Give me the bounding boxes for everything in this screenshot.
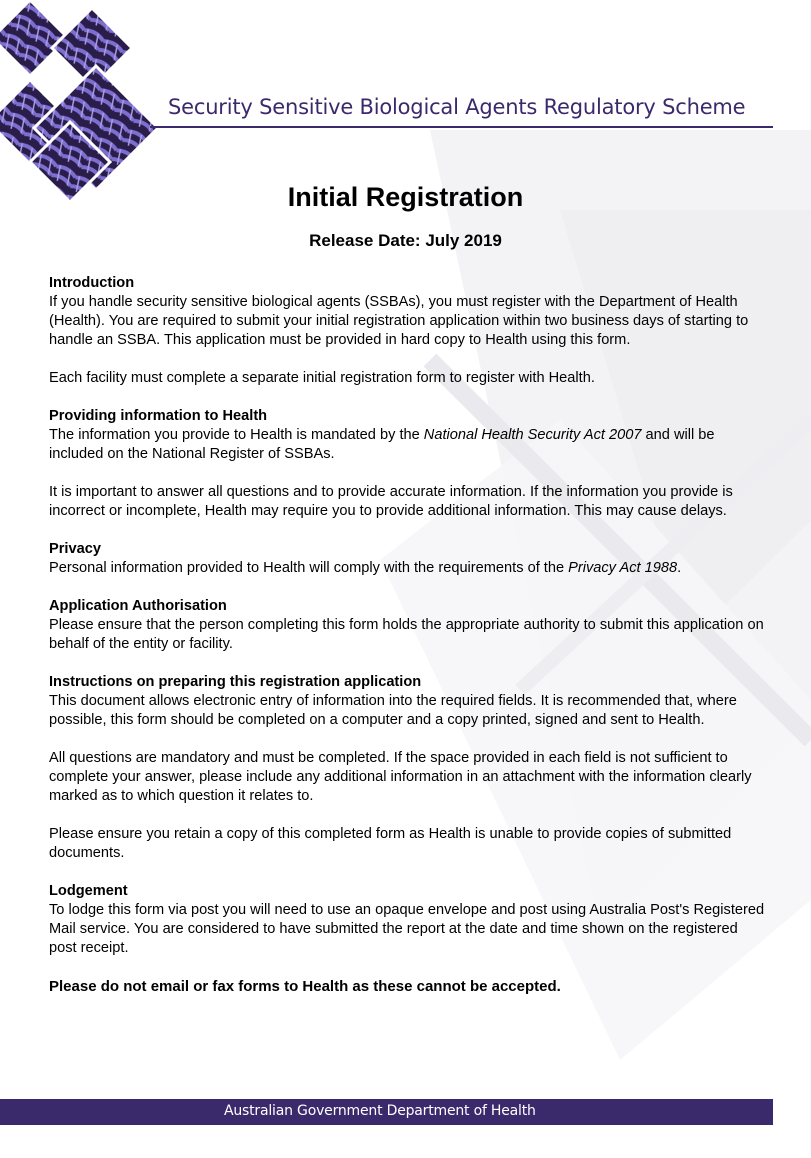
act-name: Privacy Act 1988: [568, 560, 678, 576]
header-divider: [150, 126, 773, 128]
instructions-paragraph-3: Please ensure you retain a copy of this completed form as Health is unable to provide copies of submitted documents.: [49, 826, 732, 861]
lodgement-heading: Lodgement: [49, 883, 128, 899]
scheme-title: Security Sensitive Biological Agents Regulatory Scheme: [168, 95, 746, 119]
footer-bar: [0, 1099, 773, 1125]
lodgement-paragraph: To lodge this form via post you will need to use an opaque envelope and post using Australia Post's Registered Mail service. You are considered to have submitted the report at the date and time shown on the registered post receipt.: [49, 902, 765, 956]
text-run: Personal information provided to Health will comply with the requirements of the: [49, 560, 569, 576]
introduction-paragraph-2: Each facility must complete a separate initial registration form to register with Health.: [49, 370, 595, 386]
instructions-paragraph-2: All questions are mandatory and must be completed. If the space provided in each field is not sufficient to complete your answer, please include any additional information in an attachment with the information clearly marked as to which question it relates to.: [49, 750, 752, 804]
instructions-paragraph-1: This document allows electronic entry of information into the required fields. It is recommended that, where possible, this form should be completed on a computer and a copy printed, signed and sent to Health.: [49, 693, 737, 728]
authorisation-heading: Application Authorisation: [49, 598, 227, 614]
release-date: Release Date: July 2019: [309, 231, 502, 250]
document-body: [49, 274, 765, 1015]
authorisation-paragraph: Please ensure that the person completing this form holds the appropriate authority to submit this application on behalf of the entity or facility.: [49, 617, 764, 652]
privacy-heading: Privacy: [49, 541, 101, 557]
instructions-heading: Instructions on preparing this registration application: [49, 674, 422, 690]
text-run: The information you provide to Health is mandated by the: [49, 427, 424, 443]
footer-department: Australian Government Department of Health: [224, 1103, 536, 1119]
act-name: National Health Security Act 2007: [423, 427, 642, 443]
document-title: Initial Registration: [287, 182, 524, 212]
privacy-paragraph: [49, 559, 765, 578]
providing-info-paragraph-2: It is important to answer all questions and to provide accurate information. If the information you provide is incorrect or incomplete, Health may require you to provide additional information. This may cause delays.: [49, 484, 733, 519]
providing-info-heading: Providing information to Health: [49, 408, 268, 424]
logo-diamonds: [0, 0, 158, 202]
introduction-heading: Introduction: [49, 275, 135, 291]
final-notice: Please do not email or fax forms to Health as these cannot be accepted.: [49, 978, 561, 995]
introduction-paragraph-1: If you handle security sensitive biological agents (SSBAs), you must register with the Department of Health (Health). You are required to submit your initial registration application within two business days of starting to handle an SSBA. This application must be provided in hard copy to Health using this form.: [49, 294, 749, 348]
text-run: .: [677, 560, 682, 576]
text-run: and will be included on the National Register of SSBAs.: [49, 427, 715, 462]
providing-info-paragraph-1: [49, 426, 765, 464]
